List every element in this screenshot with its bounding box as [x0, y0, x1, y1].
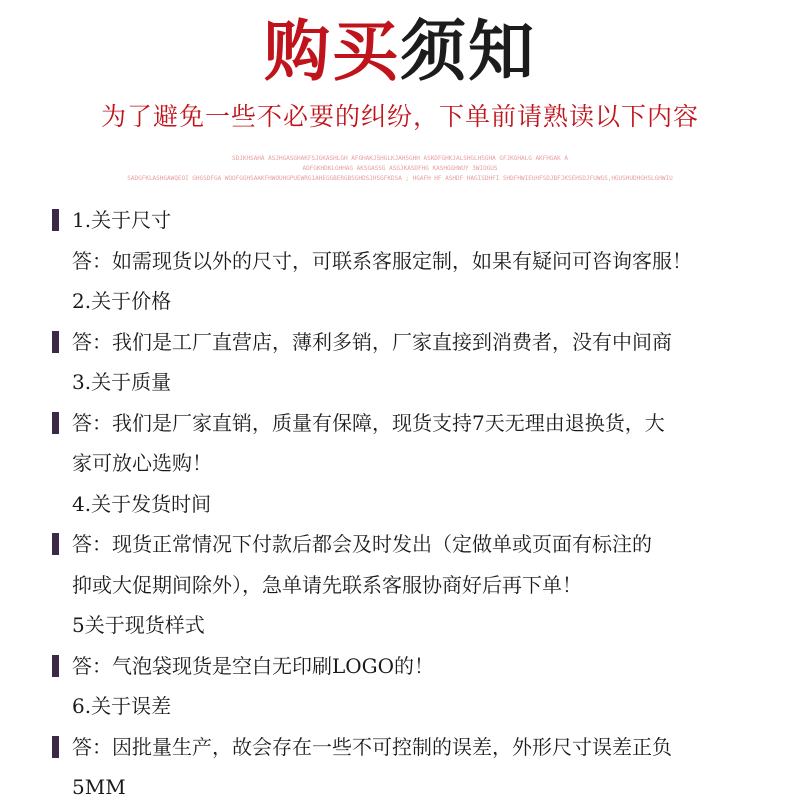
faq-line: 答：因批量生产，故会存在一些不可控制的误差，外形尺寸误差正负	[72, 734, 672, 759]
page-title	[0, 12, 800, 92]
faq-line: 5MM	[72, 775, 126, 799]
faq-line: 答：我们是厂家直销，质量有保障，现货支持7天无理由退换货，大	[72, 410, 665, 435]
title-dark-part: 须知	[400, 13, 536, 90]
faq-line: 4.关于发货时间	[72, 491, 212, 516]
faq-line: 答：如需现货以外的尺寸，可联系客服定制，如果有疑问可咨询客服！	[72, 248, 692, 273]
decorative-text-line-3: SADGFKLASHGAWQEOI GHGSDFGA WOOFGGHSAAKFHWOUHGPUEWRG1AHEGGBERGBSGHDSJHSGFKDSA ; HGAFH HF ASHDF HAGISDHFI SHDFHWIEUHFSDJBFJKSEHSDJFUWGS,HGUSHUDHGHSLGHWIU	[127, 175, 673, 182]
faq-line: 答：气泡袋现货是空白无印刷LOGO的！	[72, 653, 435, 678]
section-marker	[52, 412, 59, 434]
section-marker	[52, 736, 59, 758]
section-marker	[52, 655, 59, 677]
faq-line: 家可放心选购！	[72, 451, 212, 475]
title-red-part: 购买	[264, 13, 400, 90]
section-marker	[52, 331, 59, 353]
section-marker	[52, 209, 59, 231]
decorative-text-line-2: ADFGKHDKLGHHAG AKSGASSG ASGJKASDFHG KASHGGHWUY 3WIOGUS	[302, 165, 498, 172]
faq-line: 3.关于质量	[72, 370, 172, 394]
decorative-text-line-1: SDJKHSAHA ASJHGASGHAKFSJGKASHLGH AFGHAKJSHGLKJAHSGHH ASKDFGHKJALSHGLHSGHA GFJKGHALG AKFHGAK A	[232, 155, 568, 162]
subtitle: 为了避免一些不必要的纠纷，下单前请熟读以下内容	[100, 102, 699, 131]
faq-line: 6.关于误差	[72, 694, 172, 718]
section-marker	[52, 533, 59, 555]
faq-line: 2.关于价格	[72, 289, 172, 313]
faq-line: 抑或大促期间除外），急单请先联系客服协商好后再下单！	[72, 572, 582, 597]
faq-line: 1.关于尺寸	[72, 208, 172, 232]
faq-line: 5关于现货样式	[72, 613, 205, 637]
faq-line: 答：现货正常情况下付款后都会及时发出（定做单或页面有标注的	[72, 532, 652, 556]
faq-line: 答：我们是工厂直营店，薄利多销，厂家直接到消费者，没有中间商	[72, 329, 672, 354]
